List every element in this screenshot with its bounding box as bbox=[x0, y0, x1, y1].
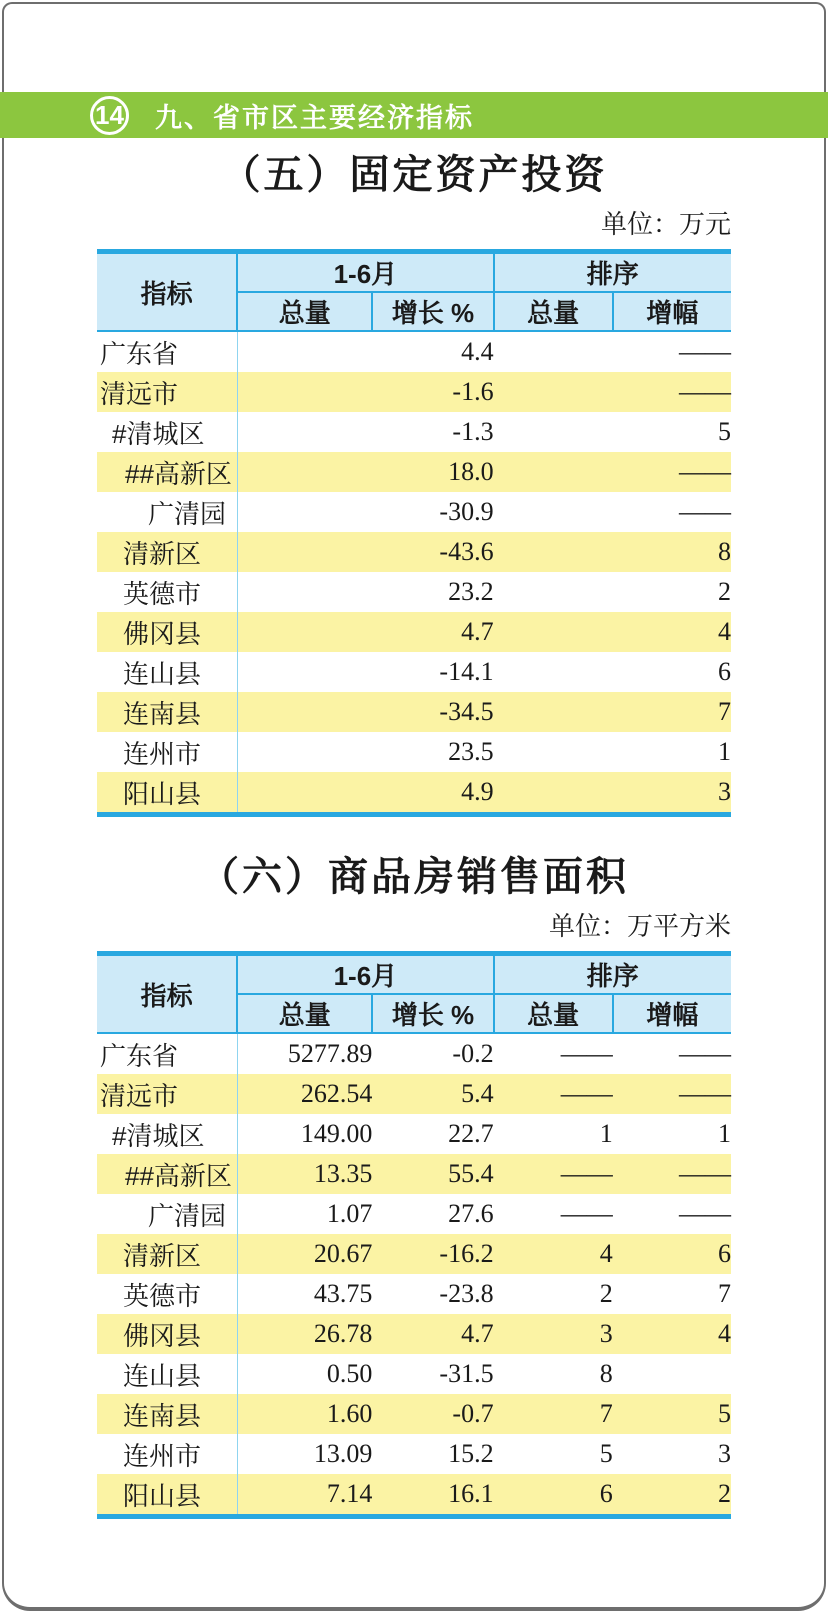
rank-total-cell: —— bbox=[560, 1039, 613, 1069]
rank-total-cell bbox=[494, 492, 613, 532]
column-header-rank-growth: 增幅 bbox=[613, 292, 731, 331]
growth-cell: 4.7 bbox=[461, 617, 494, 647]
rank-total-cell: 2 bbox=[599, 1279, 613, 1309]
growth-cell: 23.2 bbox=[448, 577, 494, 607]
growth-cell: -0.7 bbox=[452, 1399, 494, 1429]
table-row bbox=[97, 1033, 731, 1074]
chapter-title: 九、省市区主要经济指标 bbox=[155, 102, 474, 133]
indicator-cell: 清远市 bbox=[97, 372, 237, 412]
rank-total-cell: 8 bbox=[599, 1359, 613, 1389]
table-row bbox=[97, 1314, 731, 1354]
growth-cell: 5.4 bbox=[461, 1079, 494, 1109]
total-cell bbox=[237, 572, 372, 612]
rank-total-cell bbox=[494, 732, 613, 772]
total-cell bbox=[237, 452, 372, 492]
table-row bbox=[97, 492, 731, 532]
table-row bbox=[97, 532, 731, 572]
rank-growth-cell: —— bbox=[679, 1159, 731, 1189]
indicator-cell: 佛冈县 bbox=[97, 612, 237, 652]
growth-cell: -0.2 bbox=[452, 1039, 494, 1069]
rank-total-cell: —— bbox=[560, 1079, 613, 1109]
table-row bbox=[97, 1114, 731, 1154]
rank-growth-cell: 4 bbox=[718, 1319, 731, 1349]
rank-growth-cell: 1 bbox=[718, 1119, 731, 1149]
total-cell: 1.07 bbox=[326, 1199, 373, 1229]
rank-growth-cell: —— bbox=[679, 457, 731, 487]
rank-growth-cell: 5 bbox=[718, 417, 731, 447]
indicator-cell: 连州市 bbox=[97, 1434, 237, 1474]
rank-growth-cell: 2 bbox=[718, 1479, 731, 1509]
growth-cell: 22.7 bbox=[448, 1119, 494, 1149]
table-title: （五）固定资产投资 bbox=[220, 153, 608, 197]
growth-cell: -30.9 bbox=[439, 497, 494, 527]
column-header-period: 1-6月 bbox=[237, 252, 493, 293]
table-row bbox=[97, 331, 731, 372]
indicator-cell: #清城区 bbox=[97, 1114, 237, 1154]
total-cell: 0.50 bbox=[326, 1359, 373, 1389]
column-header-growth: 增长 % bbox=[372, 994, 493, 1033]
column-header-rank-total: 总量 bbox=[494, 994, 613, 1033]
rank-growth-cell: —— bbox=[679, 337, 731, 367]
rank-total-cell: 7 bbox=[599, 1399, 613, 1429]
column-header-rank-total: 总量 bbox=[494, 292, 613, 331]
column-header-total: 总量 bbox=[237, 994, 372, 1033]
rank-total-cell bbox=[494, 572, 613, 612]
total-cell: 5277.89 bbox=[287, 1039, 373, 1069]
table-row bbox=[97, 1394, 731, 1434]
rank-total-cell: 6 bbox=[599, 1479, 613, 1509]
table-row bbox=[97, 692, 731, 732]
growth-cell: 4.4 bbox=[461, 337, 494, 367]
growth-cell: -14.1 bbox=[439, 657, 494, 687]
rank-total-cell bbox=[494, 532, 613, 572]
table-row bbox=[97, 1274, 731, 1314]
table-row bbox=[97, 1074, 731, 1114]
indicator-cell: 广清园 bbox=[97, 1194, 237, 1234]
rank-growth-cell: 6 bbox=[718, 1239, 731, 1269]
rank-total-cell: 1 bbox=[599, 1119, 613, 1149]
rank-growth-cell: 6 bbox=[718, 657, 731, 687]
table-row bbox=[97, 1154, 731, 1194]
column-header-rank-growth: 增幅 bbox=[613, 994, 731, 1033]
indicator-cell: ##高新区 bbox=[97, 452, 237, 492]
column-header-indicator: 指标 bbox=[97, 252, 237, 332]
table-row bbox=[97, 652, 731, 692]
rank-total-cell: —— bbox=[560, 1199, 613, 1229]
total-cell bbox=[237, 372, 372, 412]
chapter-header-bar bbox=[0, 92, 828, 138]
rank-growth-cell: 8 bbox=[718, 537, 731, 567]
rank-total-cell: 3 bbox=[599, 1319, 613, 1349]
indicator-cell: 连州市 bbox=[97, 732, 237, 772]
page-number-badge: 14 bbox=[90, 96, 129, 135]
rank-growth-cell: 4 bbox=[718, 617, 731, 647]
table-unit: 单位：万元 bbox=[600, 209, 731, 239]
rank-growth-cell: 3 bbox=[718, 1439, 731, 1469]
indicator-cell: 连南县 bbox=[97, 1394, 237, 1434]
rank-growth-cell: 7 bbox=[718, 1279, 731, 1309]
total-cell bbox=[237, 532, 372, 572]
growth-cell: -23.8 bbox=[439, 1279, 494, 1309]
total-cell bbox=[237, 331, 372, 372]
rank-total-cell bbox=[494, 772, 613, 815]
total-cell: 7.14 bbox=[326, 1479, 373, 1509]
indicator-cell: 连山县 bbox=[97, 1354, 237, 1394]
total-cell: 13.35 bbox=[313, 1159, 373, 1189]
rank-growth-cell: —— bbox=[679, 1199, 731, 1229]
total-cell bbox=[237, 612, 372, 652]
table-row bbox=[97, 612, 731, 652]
indicator-cell: 广东省 bbox=[97, 1033, 237, 1074]
table-row bbox=[97, 1474, 731, 1517]
indicator-cell: 连山县 bbox=[97, 652, 237, 692]
growth-cell: 55.4 bbox=[448, 1159, 494, 1189]
total-cell bbox=[237, 412, 372, 452]
total-cell bbox=[237, 692, 372, 732]
rank-total-cell bbox=[494, 331, 613, 372]
column-header-period: 1-6月 bbox=[237, 954, 493, 995]
column-header-rank: 排序 bbox=[494, 954, 731, 995]
section-commercial-housing-sales-area bbox=[97, 852, 731, 1519]
indicator-cell: 连南县 bbox=[97, 692, 237, 732]
table-row bbox=[97, 1354, 731, 1394]
table-row bbox=[97, 412, 731, 452]
indicator-cell: 清新区 bbox=[97, 532, 237, 572]
growth-cell: -43.6 bbox=[439, 537, 494, 567]
rank-total-cell: —— bbox=[560, 1159, 613, 1189]
indicator-cell: 清新区 bbox=[97, 1234, 237, 1274]
total-cell bbox=[237, 772, 372, 815]
total-cell: 13.09 bbox=[313, 1439, 373, 1469]
indicator-cell: 清远市 bbox=[97, 1074, 237, 1114]
statistics-table bbox=[97, 249, 731, 817]
indicator-cell: 广东省 bbox=[97, 331, 237, 372]
indicator-cell: ##高新区 bbox=[97, 1154, 237, 1194]
indicator-cell: 英德市 bbox=[97, 572, 237, 612]
rank-total-cell bbox=[494, 692, 613, 732]
indicator-cell: 广清园 bbox=[97, 492, 237, 532]
rank-total-cell bbox=[494, 372, 613, 412]
total-cell: 20.67 bbox=[313, 1239, 373, 1269]
growth-cell: 16.1 bbox=[448, 1479, 494, 1509]
table-row bbox=[97, 452, 731, 492]
rank-growth-cell: 2 bbox=[718, 577, 731, 607]
column-header-rank: 排序 bbox=[494, 252, 731, 293]
growth-cell: 23.5 bbox=[448, 737, 494, 767]
growth-cell: 4.7 bbox=[461, 1319, 494, 1349]
rank-growth-cell: —— bbox=[679, 1039, 731, 1069]
total-cell: 149.00 bbox=[300, 1119, 373, 1149]
rank-growth-cell: 7 bbox=[718, 697, 731, 727]
statistics-table bbox=[97, 951, 731, 1519]
column-header-indicator: 指标 bbox=[97, 954, 237, 1034]
rank-growth-cell: 1 bbox=[718, 737, 731, 767]
column-header-growth: 增长 % bbox=[372, 292, 493, 331]
rank-total-cell bbox=[494, 412, 613, 452]
indicator-cell: 英德市 bbox=[97, 1274, 237, 1314]
indicator-cell: #清城区 bbox=[97, 412, 237, 452]
total-cell bbox=[237, 732, 372, 772]
growth-cell: -1.6 bbox=[452, 377, 494, 407]
table-title: （六）商品房销售面积 bbox=[199, 855, 629, 899]
rank-growth-cell: —— bbox=[679, 377, 731, 407]
rank-growth-cell: 5 bbox=[718, 1399, 731, 1429]
rank-total-cell: 4 bbox=[599, 1239, 613, 1269]
total-cell: 262.54 bbox=[300, 1079, 373, 1109]
growth-cell: 27.6 bbox=[448, 1199, 494, 1229]
section-fixed-asset-investment bbox=[97, 150, 731, 817]
rank-growth-cell: 3 bbox=[718, 777, 731, 807]
rank-total-cell bbox=[494, 652, 613, 692]
table-row bbox=[97, 1194, 731, 1234]
total-cell: 26.78 bbox=[313, 1319, 373, 1349]
table-row bbox=[97, 772, 731, 815]
rank-growth-cell: —— bbox=[679, 497, 731, 527]
total-cell bbox=[237, 492, 372, 532]
rank-total-cell bbox=[494, 612, 613, 652]
growth-cell: -16.2 bbox=[439, 1239, 494, 1269]
growth-cell: -34.5 bbox=[439, 697, 494, 727]
indicator-cell: 佛冈县 bbox=[97, 1314, 237, 1354]
indicator-cell: 阳山县 bbox=[97, 1474, 237, 1517]
growth-cell: -1.3 bbox=[452, 417, 494, 447]
total-cell bbox=[237, 652, 372, 692]
table-row bbox=[97, 732, 731, 772]
table-row bbox=[97, 372, 731, 412]
table-row bbox=[97, 572, 731, 612]
table-row bbox=[97, 1234, 731, 1274]
total-cell: 1.60 bbox=[326, 1399, 373, 1429]
indicator-cell: 阳山县 bbox=[97, 772, 237, 815]
growth-cell: 18.0 bbox=[448, 457, 494, 487]
rank-total-cell: 5 bbox=[599, 1439, 613, 1469]
growth-cell: 4.9 bbox=[461, 777, 494, 807]
rank-total-cell bbox=[494, 452, 613, 492]
total-cell: 43.75 bbox=[313, 1279, 373, 1309]
rank-growth-cell: —— bbox=[679, 1079, 731, 1109]
rank-growth-cell bbox=[613, 1354, 731, 1394]
table-unit: 单位：万平方米 bbox=[548, 911, 731, 941]
column-header-total: 总量 bbox=[237, 292, 372, 331]
growth-cell: -31.5 bbox=[439, 1359, 494, 1389]
table-row bbox=[97, 1434, 731, 1474]
growth-cell: 15.2 bbox=[448, 1439, 494, 1469]
